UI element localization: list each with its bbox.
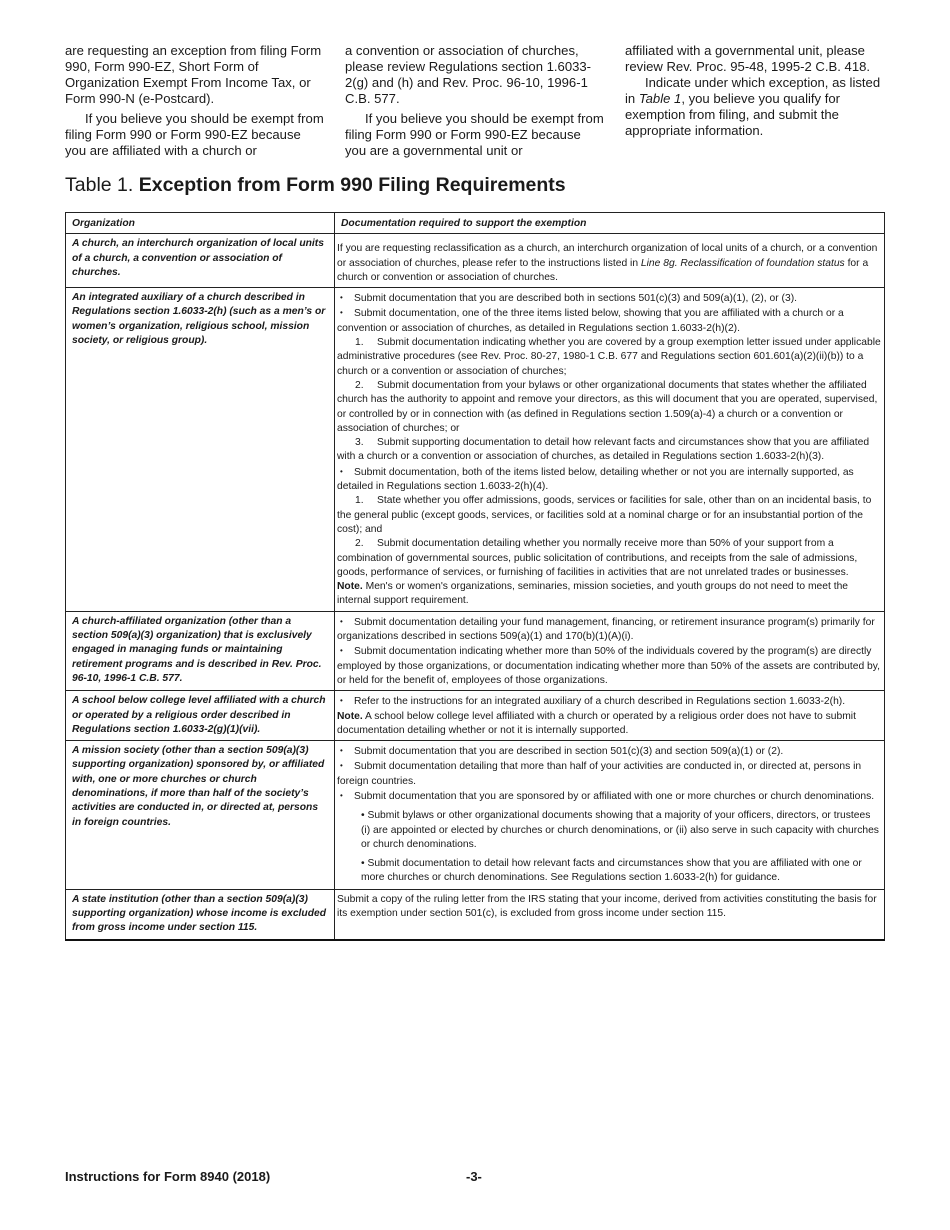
numbered-item (337, 494, 881, 537)
org-cell: A church, an interchurch organization of local units of a church, a convention or association of churches. (66, 234, 335, 288)
doc-cell (335, 691, 885, 741)
doc-cell (335, 288, 885, 612)
note (337, 710, 881, 739)
table-label: Table 1. (65, 174, 134, 196)
text-span: , you believe you qualify for exemption from filing, and submit the appropriate information. (625, 91, 841, 138)
bullet-item: • Submit documentation, one of the three items listed below, showing that you are affiliated with a church or a convention or association of churches, as detailed in Regulations section 1.6033-2(h)(2). (337, 306, 881, 336)
table-title (65, 173, 566, 197)
org-cell: A church-affiliated organization (other than a section 509(a)(3) organization) that is exclusively engaged in managing funds or maintaining retirement programs and is described in Rev. Proc. 96-10, 1996-1 C.B. 577. (66, 611, 335, 690)
bullet-item: • Submit documentation that you are described both in sections 501(c)(3) and 509(a)(1), (2), or (3). (337, 291, 881, 306)
footer-title: Instructions for Form 8940 (2018) (65, 1169, 271, 1184)
table-row (66, 741, 885, 890)
item-text: Submit supporting documentation to detail how relevant facts and circumstances show that you are affiliated with a church or a convention or association of churches, as detailed in Regulations section 1.6033-2(h)(3). (337, 437, 870, 463)
note-label: Note. (337, 581, 363, 593)
text-span: for a church or convention or association of churches. (337, 257, 869, 283)
intro-paragraph: a convention or association of churches, please review Regulations section 1.6033-2(g) and (h) and Rev. Proc. 96-10, 1996-1 C.B. 577. (345, 43, 592, 106)
line-reference: Line 8g. Reclassification of foundation status (640, 257, 845, 269)
note-text: A school below college level affiliated with a church or operated by a religious order does not have to submit documentation detailing whether or not it is internally supported. (337, 710, 856, 736)
numbered-item (337, 379, 881, 436)
item-number: 3. (355, 437, 364, 449)
text-span: If you are requesting reclassification as a church, an interchurch organization of local units of a church, or a convention or association of churches, please refer to the instructions listed in (337, 243, 878, 269)
bullet-item: • Refer to the instructions for an integrated auxiliary of a church described in Regulations section 1.6033-2(h). (337, 694, 881, 709)
org-cell: A state institution (other than a section 509(a)(3) supporting organization) whose income is excluded from gross income under section 115. (66, 889, 335, 939)
table-row (66, 234, 885, 288)
item-text: Submit documentation detailing whether you normally receive more than 50% of your support from a combination of governmental sources, public solicitation of contributions, and receipts from the sale of admissions, goods, performance of services, or furnishing of facilities in activities that are not unrelated trades or businesses. (337, 538, 858, 578)
text-span: Indicate under which exception, as listed in (625, 75, 881, 106)
numbered-item (337, 436, 881, 465)
header-organization: Organization (66, 213, 335, 234)
sub-bullet-item: • Submit bylaws or other organizational documents showing that a majority of your officers, directors, or trustees (i) are appointed or elected by churches or church denominations, or (ii) also serve in such capacity with churches or church denominations. (361, 810, 879, 850)
item-number: 1. (355, 495, 364, 507)
table-row (66, 288, 885, 612)
org-cell: An integrated auxiliary of a church described in Regulations section 1.6033-2(h) (such as a men’s or women’s organization, religious school, mission society, or religious group). (66, 288, 335, 612)
intro-column-1 (65, 43, 325, 159)
doc-cell (335, 741, 885, 890)
intro-column-3 (625, 43, 885, 159)
intro-paragraph: are requesting an exception from filing Form 990, Form 990-EZ, Short Form of Organization Exempt From Income Tax, or Form 990-N (e-Postcard). (65, 43, 322, 106)
item-text: Submit documentation indicating whether you are covered by a group exemption letter issued under applicable administrative procedures (see Rev. Proc. 80-27, 1980-1 C.B. 677 and Regulations section 601.601(a)(2)(ii)(b)) to a church or a convention or association of churches; (337, 337, 881, 377)
item-number: 2. (355, 379, 364, 391)
bullet-item: • Submit documentation that you are sponsored by or affiliated with one or more churches or church denominations. (337, 789, 881, 804)
doc-cell (335, 611, 885, 690)
intro-columns (65, 43, 885, 159)
bullet-item: • Submit documentation that you are described in section 501(c)(3) and section 509(a)(1) or (2). (337, 744, 881, 759)
item-text: Submit documentation from your bylaws or other organizational documents that states whether the affiliated church has the authority to appoint and remove your directors, as this will document that you are operated, supervised, or controlled by or in connection with (as defined in Regulations section 1.509(a)-4) a church or a convention or association of churches; or (337, 379, 878, 434)
doc-text (337, 242, 881, 285)
intro-paragraph: If you believe you should be exempt from filing Form 990 or Form 990-EZ because you are affiliated with a church or (65, 111, 324, 158)
bullet-item: • Submit documentation detailing your fund management, financing, or retirement insurance program(s) primarily for organizations described in sections 509(a)(1) and 170(b)(1)(A)(i). (337, 615, 881, 645)
table-row (66, 889, 885, 939)
item-text: State whether you offer admissions, goods, services or facilities for sale, other than on an incidental basis, to the general public (except goods, services, or facilities sold at a nominal charge or for an insubstantial portion of the cost); and (337, 495, 872, 535)
numbered-item (337, 537, 881, 580)
doc-cell (335, 889, 885, 939)
table-header-row (66, 213, 885, 234)
sub-bullet-item: • Submit documentation to detail how relevant facts and circumstances show that you are affiliated with one or more churches or church denominations. See Regulations section 1.6033-2(h) for guidance. (361, 858, 862, 884)
table-reference: Table 1 (638, 91, 682, 106)
item-number: 2. (355, 538, 364, 550)
header-documentation: Documentation required to support the exemption (335, 213, 885, 234)
note-label: Note. (337, 710, 363, 722)
intro-paragraph: If you believe you should be exempt from filing Form 990 or Form 990-EZ because you are a governmental unit or (345, 111, 604, 158)
intro-paragraph: affiliated with a governmental unit, please review Rev. Proc. 95-48, 1995-2 C.B. 418. (625, 43, 871, 74)
exception-table (65, 212, 885, 941)
bullet-item: • Submit documentation, both of the items listed below, detailing whether or not you are internally supported, as detailed in Regulations section 1.6033-2(h)(4). (337, 465, 881, 495)
item-number: 1. (355, 337, 364, 349)
intro-column-2 (345, 43, 605, 159)
bullet-item: • Submit documentation detailing that more than half of your activities are conducted in, or directed at, persons in foreign countries. (337, 759, 881, 789)
note (337, 580, 881, 609)
doc-text: Submit a copy of the ruling letter from the IRS stating that your income, derived from activities constituting the basis for its exemption under section 501(c), is excluded from gross income under section 115. (337, 893, 877, 920)
org-cell: A school below college level affiliated with a church or operated by a religious order described in Regulations section 1.6033-2(g)(1)(vii). (66, 691, 335, 741)
numbered-item (337, 336, 881, 379)
note-text: Men's or women's organizations, seminaries, mission societies, and youth groups do not need to meet the internal support requirement. (337, 581, 849, 607)
bullet-item: • Submit documentation indicating whether more than 50% of the individuals covered by the program(s) are directly employed by those organizations, or documentation indicating whether more than 50% of the assets are contributed by, or held for the benefit of, employees of those organizations. (337, 644, 881, 688)
doc-cell (335, 234, 885, 288)
table-row (66, 611, 885, 690)
page-number: -3- (466, 1169, 482, 1184)
intro-paragraph (625, 75, 885, 139)
table-row (66, 691, 885, 741)
table-title-text: Exception from Form 990 Filing Requirements (138, 174, 566, 196)
org-cell: A mission society (other than a section 509(a)(3) supporting organization) sponsored by, or affiliated with, one or more churches or church denominations, if more than half of the society’s activities are conducted in, or directed at, persons in foreign countries. (66, 741, 335, 890)
